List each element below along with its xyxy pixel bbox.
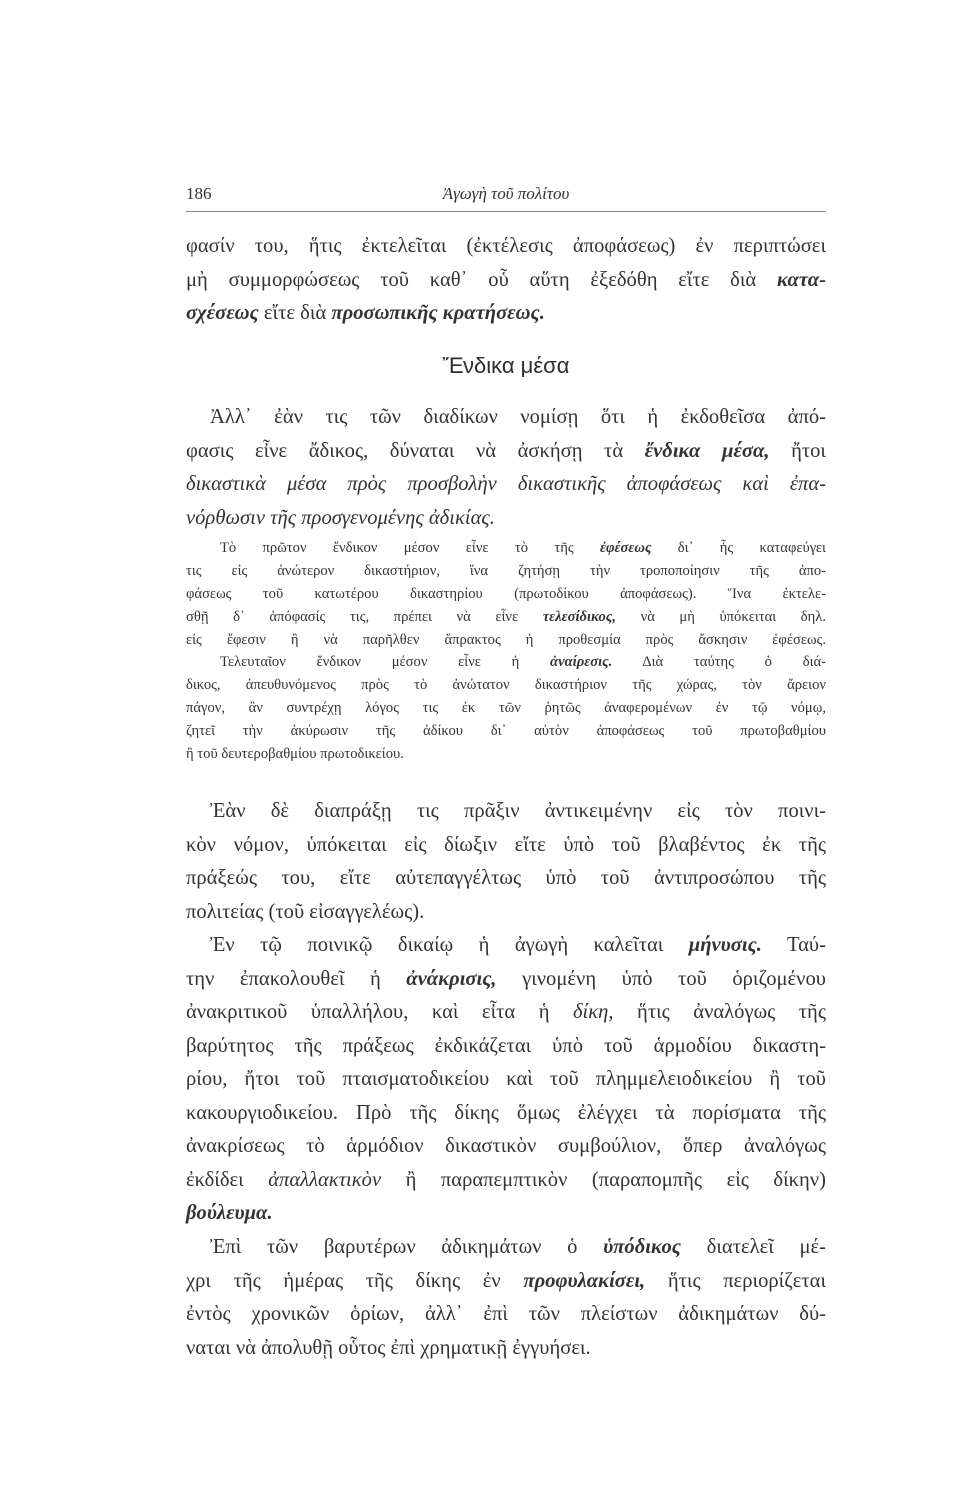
text-line: ἀνακριτικοῦ ὑπαλλήλου, καὶ εἶτα ἡ δίκη, ἥτις ἀναλόγως τῆς [186, 1001, 826, 1023]
text-line: πολιτείας (τοῦ εἰσαγγελέως). [186, 900, 425, 923]
text-line: φασίν του, ἥτις ἐκτελεῖται (ἐκτέλεσις ἀποφάσεως) ἐν περιπτώσει [186, 235, 826, 257]
text-line: την ἐπακολουθεῖ ἡ ἀνάκρισις, γινομένη ὑπὸ τοῦ ὁριζομένου [186, 967, 826, 990]
text-line: Ἀλλ᾿ ἐὰν τις τῶν διαδίκων νομίσῃ ὅτι ἡ ἐκδοθεῖσα ἀπό- [210, 406, 826, 428]
text-line: τις εἰς ἀνώτερον δικαστήριον, ἵνα ζητήσῃ τὴν τροποποίησιν τῆς ἀπο- [186, 562, 826, 579]
text-line: ἢ τοῦ δευτεροβαθμίου πρωτοδικείου. [186, 746, 404, 763]
running-title: Ἀγωγὴ τοῦ πολίτου [442, 184, 570, 203]
intro-paragraph [186, 230, 826, 331]
text-line: κὸν νόμον, ὑπόκειται εἰς δίωξιν εἴτε ὑπὸ τοῦ βλαβέντος ἐκ τῆς [186, 833, 826, 856]
text-line: ἀνακρίσεως τὸ ἁρμόδιον δικαστικὸν συμβούλιον, ὅπερ ἀναλόγως [186, 1135, 826, 1157]
text-line: ζητεῖ τὴν ἀκύρωσιν τῆς ἀδίκου δι᾿ αὐτὸν ἀποφάσεως τοῦ πρωτοβαθμίου [186, 723, 826, 740]
paragraph-criminal-procedure [186, 929, 826, 1231]
text-line: Τὸ πρῶτον ἔνδικον μέσον εἶνε τὸ τῆς ἐφέσεως δι᾿ ἧς καταφεύγει [220, 540, 826, 556]
text-line: ρίου, ἤτοι τοῦ πταισματοδικείου καὶ τοῦ πλημμελειοδικείου ἢ τοῦ [186, 1068, 826, 1090]
text-line: σθῇ δ᾿ ἀπόφασίς τις, πρέπει νὰ εἶνε τελεσίδικος, νὰ μὴ ὑπόκειται δηλ. [186, 608, 827, 625]
text-line: Ἐπὶ τῶν βαρυτέρων ἀδικημάτων ὁ ὑπόδικος διατελεῖ μέ- [210, 1236, 826, 1258]
paragraph-pretrial-detention [186, 1231, 826, 1365]
paragraph-remedies [186, 401, 826, 535]
section-heading: Ἔνδικα μέσα [442, 353, 570, 378]
text-line: δικος, ἀπευθυνόμενος πρὸς τὸ ἀνώτατον δικαστήριον τῆς χώρας, τὸν ἄρειον [186, 677, 826, 694]
text-line: ναται νὰ ἀπολυθῇ οὗτος ἐπὶ χρηματικῇ ἐγγυήσει. [186, 1336, 591, 1359]
text-line: εἰς ἔφεσιν ἢ νὰ παρῆλθεν ἄπρακτος ἡ προθεσμία πρὸς ἄσκησιν ἐφέσεως. [186, 631, 826, 648]
small-print-block [186, 537, 826, 766]
text-line: ἐντὸς χρονικῶν ὁρίων, ἀλλ᾿ ἐπὶ τῶν πλείστων ἀδικημάτων δύ- [186, 1303, 826, 1325]
text-line: δικαστικὰ μέσα πρὸς προσβολὴν δικαστικῆς ἀποφάσεως καὶ ἐπα- [186, 473, 826, 495]
text-line: φασις εἶνε ἄδικος, δύναται νὰ ἀσκήσῃ τὰ ἔνδικα μέσα, ἤτοι [186, 439, 826, 462]
text-line: πάγον, ἂν συντρέχῃ λόγος τις ἐκ τῶν ῥητῶς ἀναφερομένων ἐν τῷ νόμῳ, [186, 700, 826, 717]
page-number: 186 [186, 184, 212, 203]
text-line: φάσεως τοῦ κατωτέρου δικαστηρίου (πρωτοδίκου ἀποφάσεως). Ἵνα ἐκτελε- [186, 585, 826, 602]
text-line: μὴ συμμορφώσεως τοῦ καθ᾿ οὗ αὕτη ἐξεδόθη εἴτε διὰ κατα- [186, 268, 827, 291]
text-line: ἐκδίδει ἀπαλλακτικὸν ἢ παραπεμπτικὸν (παραπομπῆς εἰς δίκην) [186, 1168, 826, 1191]
text-line: βαρύτητος τῆς πράξεως ἐκδικάζεται ὑπὸ τοῦ ἁρμοδίου δικαστη- [186, 1034, 826, 1057]
text-line: πράξεώς του, εἴτε αὐτεπαγγέλτως ὑπὸ τοῦ ἀντιπροσώπου τῆς [186, 867, 826, 889]
text-line: Ἐὰν δὲ διαπράξῃ τις πρᾶξιν ἀντικειμένην εἰς τὸν ποινι- [210, 800, 826, 822]
text-line: νόρθωσιν τῆς προσγενομένης ἀδικίας. [186, 506, 495, 529]
text-line: κακουργιοδικείου. Πρὸ τῆς δίκης ὅμως ἐλέγχει τὰ πορίσματα τῆς [186, 1101, 826, 1124]
text-line: σχέσεως εἴτε διὰ προσωπικῆς κρατήσεως. [186, 302, 545, 324]
text-line: βούλευμα. [186, 1202, 273, 1224]
text-line: χρι τῆς ἡμέρας τῆς δίκης ἐν προφυλακίσει, ἥτις περιορίζεται [186, 1269, 826, 1292]
text-line: Ἐν τῷ ποινικῷ δικαίῳ ἡ ἀγωγὴ καλεῖται μήνυσις. Ταύ- [210, 934, 826, 956]
paragraph-prosecution [186, 795, 826, 929]
text-line: Τελευταῖον ἔνδικον μέσον εἶνε ἡ ἀναίρεσις. Διὰ ταύτης ὁ διά- [220, 654, 827, 671]
page-header [186, 181, 826, 212]
